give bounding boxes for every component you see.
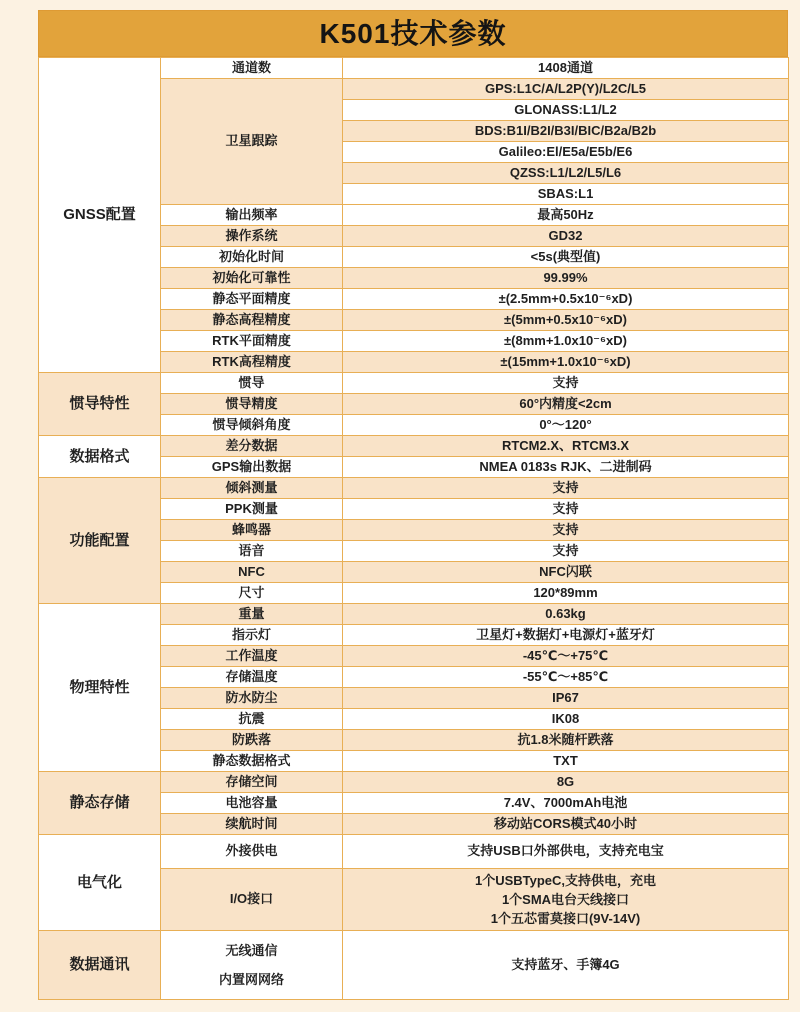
param-label: 卫星跟踪 — [161, 79, 343, 205]
param-label: 工作温度 — [161, 646, 343, 667]
param-label — [161, 931, 343, 1000]
category-cell: 功能配置 — [39, 478, 161, 604]
param-value: ±(15mm+1.0x10⁻⁶xD) — [343, 352, 789, 373]
param-label: 差分数据 — [161, 436, 343, 457]
param-value: 60°内精度<2cm — [343, 394, 789, 415]
param-label: 电池容量 — [161, 793, 343, 814]
param-value: 7.4V、7000mAh电池 — [343, 793, 789, 814]
param-label: 惯导倾斜角度 — [161, 415, 343, 436]
category-cell: 电气化 — [39, 835, 161, 931]
param-label: 外接供电 — [161, 835, 343, 869]
param-value: ±(8mm+1.0x10⁻⁶xD) — [343, 331, 789, 352]
spec-table — [38, 57, 789, 1000]
param-label: 输出频率 — [161, 205, 343, 226]
param-value: NMEA 0183s RJK、二进制码 — [343, 457, 789, 478]
param-label: 存储空间 — [161, 772, 343, 793]
spec-row — [39, 772, 789, 793]
param-label: I/O接口 — [161, 869, 343, 931]
param-value: QZSS:L1/L2/L5/L6 — [343, 163, 789, 184]
param-label: 静态高程精度 — [161, 310, 343, 331]
param-value: 0°～120° — [343, 415, 789, 436]
param-value: -55℃～+85℃ — [343, 667, 789, 688]
param-label: NFC — [161, 562, 343, 583]
param-value: TXT — [343, 751, 789, 772]
param-label: 蜂鸣器 — [161, 520, 343, 541]
text-line: 1个五芯雷莫接口(9V-14V) — [490, 911, 641, 926]
param-value: BDS:B1I/B2I/B3I/BIC/B2a/B2b — [343, 121, 789, 142]
param-value: 抗1.8米随杆跌落 — [343, 730, 789, 751]
param-value: GPS:L1C/A/L2P(Y)/L2C/L5 — [343, 79, 789, 100]
text-line: 无线通信 — [225, 943, 278, 958]
param-label: 防水防尘 — [161, 688, 343, 709]
category-cell: 惯导特性 — [39, 373, 161, 436]
param-label: 静态数据格式 — [161, 751, 343, 772]
spec-row — [39, 436, 789, 457]
param-label: 存储温度 — [161, 667, 343, 688]
param-value: SBAS:L1 — [343, 184, 789, 205]
param-label: 尺寸 — [161, 583, 343, 604]
param-value: 支持 — [343, 541, 789, 562]
param-label: 初始化时间 — [161, 247, 343, 268]
text-line: 内置网网络 — [218, 972, 284, 987]
param-value: 支持 — [343, 499, 789, 520]
param-label: 初始化可靠性 — [161, 268, 343, 289]
category-cell: GNSS配置 — [39, 58, 161, 373]
param-value: 0.63kg — [343, 604, 789, 625]
param-value: 8G — [343, 772, 789, 793]
spec-row — [39, 373, 789, 394]
param-value: 移动站CORS模式40小时 — [343, 814, 789, 835]
param-label: RTK高程精度 — [161, 352, 343, 373]
param-value: ±(2.5mm+0.5x10⁻⁶xD) — [343, 289, 789, 310]
text-line: 1个SMA电台天线接口 — [501, 892, 630, 907]
param-value: 支持 — [343, 520, 789, 541]
spec-table-body — [39, 58, 789, 1000]
param-value: Galileo:El/E5a/E5b/E6 — [343, 142, 789, 163]
param-label: 抗震 — [161, 709, 343, 730]
param-value: <5s(典型值) — [343, 247, 789, 268]
param-value: 支持 — [343, 373, 789, 394]
param-label: GPS输出数据 — [161, 457, 343, 478]
category-cell: 数据格式 — [39, 436, 161, 478]
param-value: IP67 — [343, 688, 789, 709]
param-label: 通道数 — [161, 58, 343, 79]
param-value: NFC闪联 — [343, 562, 789, 583]
param-value: 支持USB口外部供电，支持充电宝 — [343, 835, 789, 869]
param-value: 支持 — [343, 478, 789, 499]
spec-row — [39, 835, 789, 869]
param-label: 语音 — [161, 541, 343, 562]
param-label: 重量 — [161, 604, 343, 625]
param-value: ±(5mm+0.5x10⁻⁶xD) — [343, 310, 789, 331]
param-value: 最高50Hz — [343, 205, 789, 226]
param-value: GD32 — [343, 226, 789, 247]
param-label: 指示灯 — [161, 625, 343, 646]
param-label: 续航时间 — [161, 814, 343, 835]
param-label: 防跌落 — [161, 730, 343, 751]
param-value: 99.99% — [343, 268, 789, 289]
param-value — [343, 869, 789, 931]
param-value: 卫星灯+数据灯+电源灯+蓝牙灯 — [343, 625, 789, 646]
spec-row — [39, 478, 789, 499]
param-label: 倾斜测量 — [161, 478, 343, 499]
page-title: K501技术参数 — [38, 10, 788, 57]
spec-sheet — [38, 10, 788, 1000]
param-value: -45℃～+75℃ — [343, 646, 789, 667]
param-label: RTK平面精度 — [161, 331, 343, 352]
spec-row — [39, 604, 789, 625]
param-value: 1408通道 — [343, 58, 789, 79]
param-value: GLONASS:L1/L2 — [343, 100, 789, 121]
param-value: IK08 — [343, 709, 789, 730]
category-cell: 静态存储 — [39, 772, 161, 835]
category-cell: 物理特性 — [39, 604, 161, 772]
param-value: 支持蓝牙、手簿4G — [343, 931, 789, 1000]
param-label: PPK测量 — [161, 499, 343, 520]
category-cell: 数据通讯 — [39, 931, 161, 1000]
spec-row — [39, 58, 789, 79]
param-label: 静态平面精度 — [161, 289, 343, 310]
param-label: 操作系统 — [161, 226, 343, 247]
param-label: 惯导 — [161, 373, 343, 394]
spec-row — [39, 931, 789, 1000]
param-value: 120*89mm — [343, 583, 789, 604]
param-label: 惯导精度 — [161, 394, 343, 415]
param-value: RTCM2.X、RTCM3.X — [343, 436, 789, 457]
text-line: 1个USBTypeC,支持供电，充电 — [474, 873, 657, 888]
